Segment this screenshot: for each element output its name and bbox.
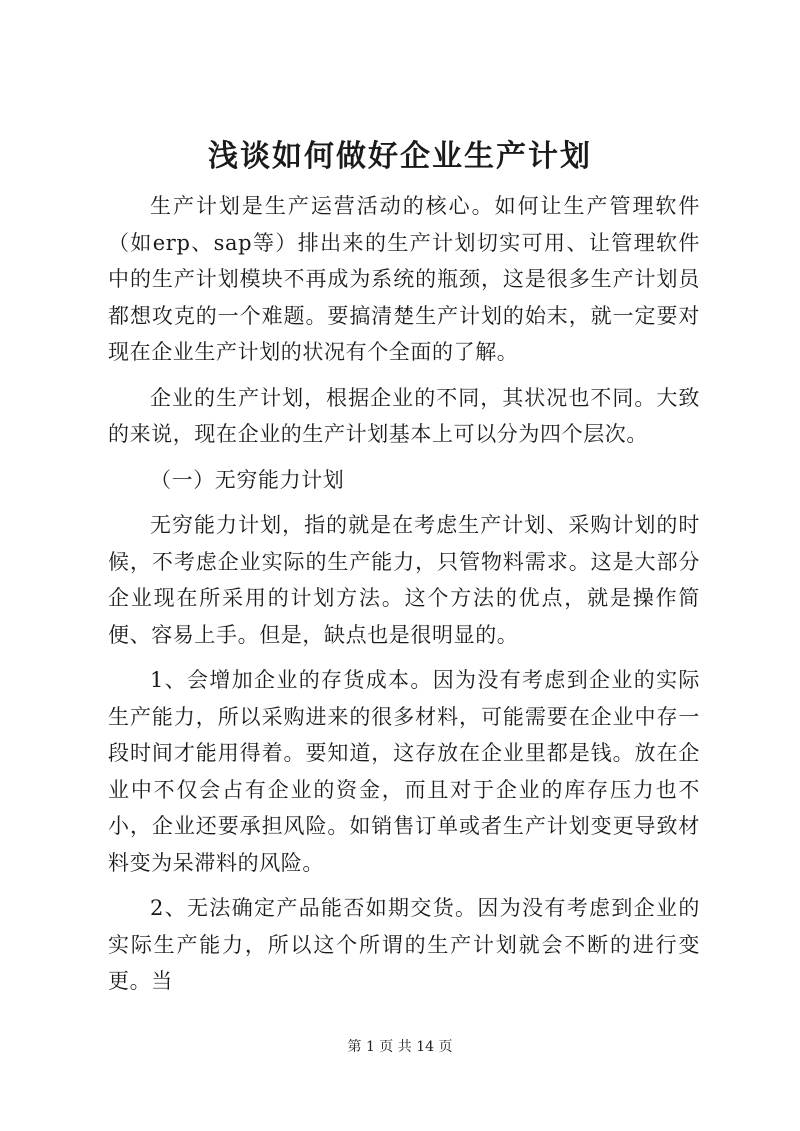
paragraph-levels: 企业的生产计划，根据企业的不同，其状况也不同。大致的来说，现在企业的生产计划基本上可以分为四个层次。 — [108, 385, 700, 446]
paragraph-intro: 生产计划是生产运营活动的核心。如何让生产管理软件（如erp、sap等）排出来的生产计划切实可用、让管理软件中的生产计划模块不再成为系统的瓶颈，这是很多生产计划员都想攻克的一个难题。要搞清楚生产计划的始末，就一定要对现在企业生产计划的状况有个全面的了解。 — [108, 194, 700, 364]
paragraph-infinite-capacity: 无穷能力计划，指的就是在考虑生产计划、采购计划的时候，不考虑企业实际的生产能力，只管物料需求。这是大部分企业现在所采用的计划方法。这个方法的优点，就是操作简便、容易上手。但是，缺点也是很明显的。 — [108, 513, 700, 647]
section-heading-infinite-capacity: （一）无穷能力计划 — [150, 467, 345, 492]
paragraph-point-2: 2、无法确定产品能否如期交货。因为没有考虑到企业的实际生产能力，所以这个所谓的生产计划就会不断的进行变更。当 — [108, 896, 700, 993]
page-footer — [0, 1037, 800, 1057]
paragraph-point-1: 1、会增加企业的存货成本。因为没有考虑到企业的实际生产能力，所以采购进来的很多材料，可能需要在企业中存一段时间才能用得着。要知道，这存放在企业里都是钱。放在企业中不仅会占有企业的资金，而且对于企业的库存压力也不小，企业还要承担风险。如销售订单或者生产计划变更导致材料变为呆滞料的风险。 — [108, 668, 700, 875]
document-body — [108, 188, 700, 1009]
document-title: 浅谈如何做好企业生产计划 — [208, 139, 592, 174]
page-number: 第 1 页 共 14 页 — [347, 1039, 453, 1055]
